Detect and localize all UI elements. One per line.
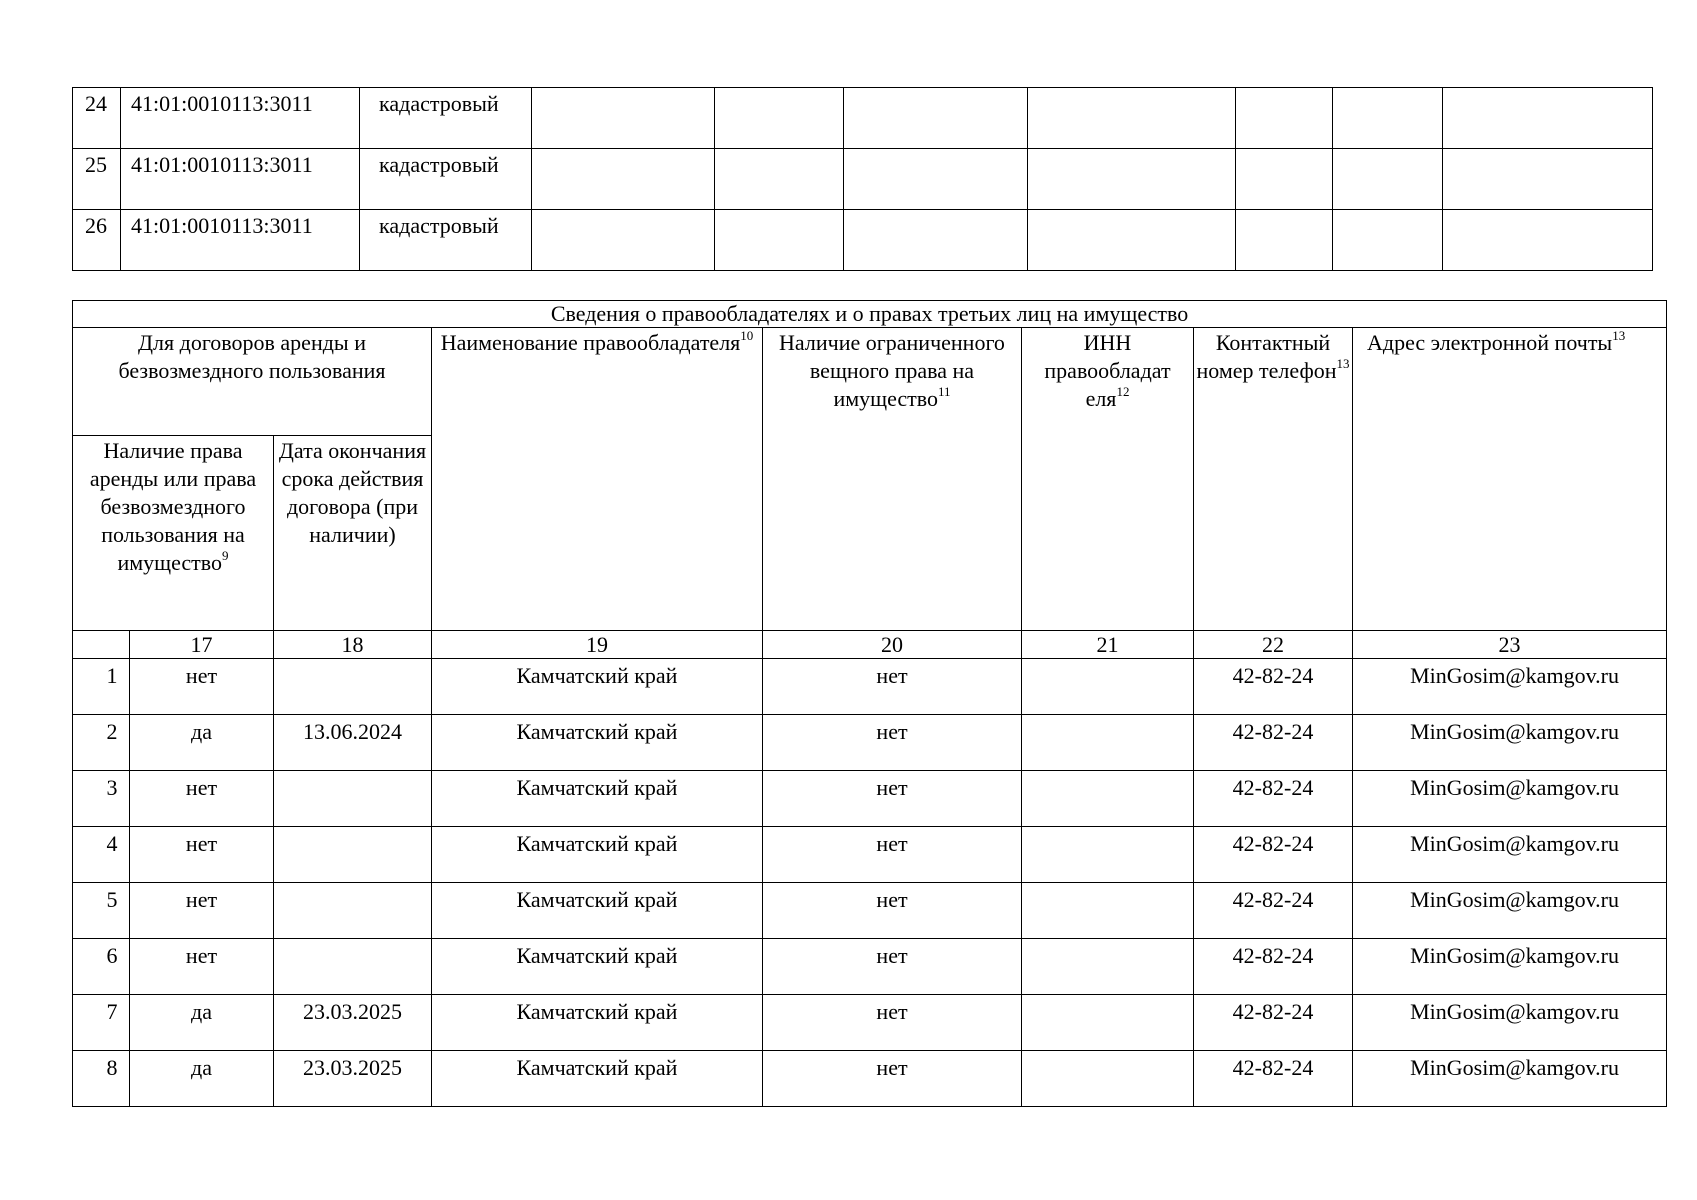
holder-name-value: Камчатский край (432, 939, 763, 995)
empty-cell (844, 88, 1028, 149)
inn-value (1022, 995, 1194, 1051)
column-number: 18 (274, 631, 432, 659)
contract-end-value: 23.03.2025 (274, 995, 432, 1051)
contract-end-header: Дата окончания срока действия договора (при наличии) (274, 436, 432, 631)
column-number: 21 (1022, 631, 1194, 659)
phone-value: 42-82-24 (1194, 1051, 1353, 1107)
row-number: 5 (73, 883, 130, 939)
table-row (73, 771, 1667, 827)
row-number: 7 (73, 995, 130, 1051)
inn-value (1022, 715, 1194, 771)
lease-right-value: да (130, 715, 274, 771)
lease-right-value: нет (130, 883, 274, 939)
number-type: кадастровый (360, 88, 532, 149)
contract-end-value: 23.03.2025 (274, 1051, 432, 1107)
inn-header: ИНН правообладат еля$^{12}$ (1022, 328, 1194, 631)
table-row (73, 149, 1653, 210)
empty-cell (1236, 149, 1333, 210)
row-number: 1 (73, 659, 130, 715)
email-header: Адрес электронной почты$^{13}$ (1353, 328, 1667, 631)
contract-end-value (274, 939, 432, 995)
lease-right-value: нет (130, 771, 274, 827)
holder-name-value: Камчатский край (432, 715, 763, 771)
lease-right-value: да (130, 1051, 274, 1107)
limited-right-value: нет (763, 659, 1022, 715)
limited-right-value: нет (763, 827, 1022, 883)
empty-cell (1028, 149, 1236, 210)
row-number: 26 (73, 210, 121, 271)
email-value: MinGosim@kamgov.ru (1353, 995, 1667, 1051)
lease-right-value: нет (130, 939, 274, 995)
column-number: 22 (1194, 631, 1353, 659)
table-row (73, 210, 1653, 271)
empty-cell (844, 149, 1028, 210)
row-number: 3 (73, 771, 130, 827)
empty-cell (1028, 210, 1236, 271)
inn-value (1022, 1051, 1194, 1107)
lease-group-header: Для договоров аренды и безвозмездного пользования (73, 328, 432, 436)
empty-cell (715, 210, 844, 271)
inn-value (1022, 883, 1194, 939)
empty-cell (844, 210, 1028, 271)
holder-name-value: Камчатский край (432, 1051, 763, 1107)
holder-name-header: Наименование правообладателя$^{10}$ (432, 328, 763, 631)
empty-cell (1333, 210, 1443, 271)
lease-right-value: нет (130, 827, 274, 883)
limited-right-value: нет (763, 771, 1022, 827)
empty-cell (1443, 149, 1653, 210)
table-row (73, 1051, 1667, 1107)
phone-header: Контактный номер телефон$^{13}$ (1194, 328, 1353, 631)
empty-cell (532, 88, 715, 149)
holder-name-value: Камчатский край (432, 771, 763, 827)
email-value: MinGosim@kamgov.ru (1353, 883, 1667, 939)
number-type: кадастровый (360, 149, 532, 210)
empty-cell (1236, 88, 1333, 149)
contract-end-value (274, 883, 432, 939)
email-value: MinGosim@kamgov.ru (1353, 827, 1667, 883)
row-number: 2 (73, 715, 130, 771)
limited-right-value: нет (763, 939, 1022, 995)
limited-right-value: нет (763, 1051, 1022, 1107)
table-row (73, 88, 1653, 149)
row-number: 25 (73, 149, 121, 210)
table-row (73, 883, 1667, 939)
table-row (73, 659, 1667, 715)
row-number: 6 (73, 939, 130, 995)
rights-holders-table (72, 300, 1667, 1107)
table-title-row (73, 301, 1667, 328)
inn-value (1022, 827, 1194, 883)
phone-value: 42-82-24 (1194, 715, 1353, 771)
property-table-body (73, 88, 1653, 271)
contract-end-value (274, 827, 432, 883)
column-number: 23 (1353, 631, 1667, 659)
lease-right-value: нет (130, 659, 274, 715)
phone-value: 42-82-24 (1194, 771, 1353, 827)
limited-right-value: нет (763, 715, 1022, 771)
email-value: MinGosim@kamgov.ru (1353, 715, 1667, 771)
email-value: MinGosim@kamgov.ru (1353, 659, 1667, 715)
inn-value (1022, 771, 1194, 827)
row-number: 4 (73, 827, 130, 883)
column-number: 17 (130, 631, 274, 659)
limited-right-header: Наличие ограниченного вещного права на имущество$^{11}$ (763, 328, 1022, 631)
lease-right-value: да (130, 995, 274, 1051)
cadastral-number: 41:01:0010113:3011 (121, 149, 360, 210)
column-number: 20 (763, 631, 1022, 659)
column-number (73, 631, 130, 659)
phone-value: 42-82-24 (1194, 883, 1353, 939)
empty-cell (1443, 88, 1653, 149)
empty-cell (1333, 149, 1443, 210)
empty-cell (532, 149, 715, 210)
holder-name-value: Камчатский край (432, 995, 763, 1051)
empty-cell (715, 149, 844, 210)
row-number: 24 (73, 88, 121, 149)
property-table-continuation (72, 87, 1653, 271)
contract-end-value: 13.06.2024 (274, 715, 432, 771)
table-row (73, 827, 1667, 883)
inn-value (1022, 659, 1194, 715)
empty-cell (715, 88, 844, 149)
inn-value (1022, 939, 1194, 995)
table-row (73, 939, 1667, 995)
phone-value: 42-82-24 (1194, 995, 1353, 1051)
phone-value: 42-82-24 (1194, 939, 1353, 995)
empty-cell (532, 210, 715, 271)
table-title: Сведения о правообладателях и о правах третьих лиц на имущество (73, 301, 1667, 328)
table-row (73, 715, 1667, 771)
email-value: MinGosim@kamgov.ru (1353, 939, 1667, 995)
cadastral-number: 41:01:0010113:3011 (121, 88, 360, 149)
limited-right-value: нет (763, 995, 1022, 1051)
cadastral-number: 41:01:0010113:3011 (121, 210, 360, 271)
phone-value: 42-82-24 (1194, 659, 1353, 715)
holder-name-value: Камчатский край (432, 827, 763, 883)
holder-name-value: Камчатский край (432, 883, 763, 939)
email-value: MinGosim@kamgov.ru (1353, 1051, 1667, 1107)
empty-cell (1028, 88, 1236, 149)
table-row (73, 995, 1667, 1051)
rights-holders-body (73, 301, 1667, 1107)
empty-cell (1236, 210, 1333, 271)
column-number-row (73, 631, 1667, 659)
column-number: 19 (432, 631, 763, 659)
holder-name-value: Камчатский край (432, 659, 763, 715)
limited-right-value: нет (763, 883, 1022, 939)
contract-end-value (274, 659, 432, 715)
lease-right-header: Наличие права аренды или права безвозмездного пользования на имущество$^9$ (73, 436, 274, 631)
empty-cell (1333, 88, 1443, 149)
phone-value: 42-82-24 (1194, 827, 1353, 883)
row-number: 8 (73, 1051, 130, 1107)
number-type: кадастровый (360, 210, 532, 271)
email-value: MinGosim@kamgov.ru (1353, 771, 1667, 827)
contract-end-value (274, 771, 432, 827)
empty-cell (1443, 210, 1653, 271)
header-row (73, 328, 1667, 436)
